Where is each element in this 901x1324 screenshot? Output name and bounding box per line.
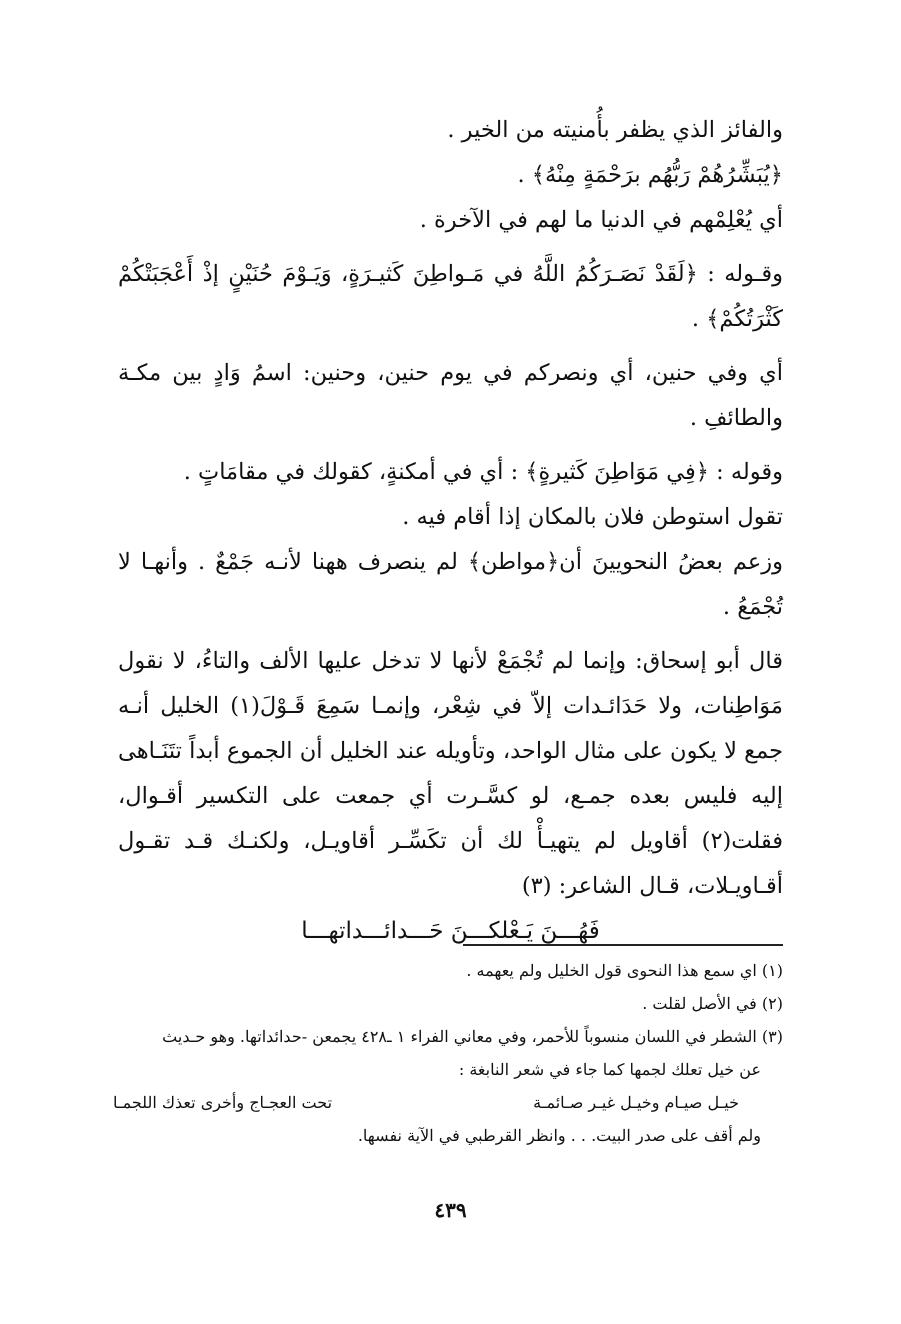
verse-second-hemistich: تحت العجـاج وأخرى تعذك اللجمـا	[113, 1093, 333, 1112]
footnote-verse	[113, 1086, 783, 1119]
paragraph-6: وقوله : ﴿فِي مَوَاطِنَ كَثيرةٍ﴾ : أي في أمكنةٍ، كقولك في مقامَاتٍ .	[183, 459, 783, 485]
paragraph-7: تقول استوطن فلان بالمكان إذا أقام فيه .	[402, 504, 783, 530]
paragraph-9: قال أبو إسحاق: وإنما لم تُجْمَعْ لأنها لا تدخل عليها الألف والتاءُ، لا نقول مَوَاطِنات، ولا حَدَائـدات إلاّ في شِعْر، وإنمـا سَمِعَ قَـوْلَ(١) الخليل أنـه جمع لا يكون على مثال الواحد، وتأويله عند الخليل أن الجموع أبداً تتَنَـاهى إليه فليس بعده جمـع، لو كسَّـرت أي جمعت على التكسير أقـوال، فقلت(٢) أقاويل لم يتهيـأْ لك أن تكَسِّـر أقاويـل، ولكنـك قـد تقـول أقـاويـلات، قـال الشاعر: (٣)	[118, 648, 783, 899]
paragraph-4: وقـوله : ﴿لَقَدْ نَصَـرَكُمُ اللَّهُ في مَـواطِنَ كَثيـرَةٍ، وَيَـوْمَ حُنَيْنٍ إذْ أَعْجَبَتْكُمْ كَثْرَتُكُمْ﴾ .	[118, 261, 783, 332]
paragraph-8: وزعم بعضُ النحويينَ أن﴿مواطن﴾ لم ينصرف ههنا لأنـه جَمْعٌ . وأنهـا لا تُجْمَعُ .	[118, 549, 783, 620]
paragraph-5: أي وفي حنين، أي ونصركم في يوم حنين، وحنين: اسمُ وَادٍ بين مكـة والطائفِ .	[118, 360, 783, 431]
poem-line: فَهُـــنَ يَـعْلكـــنَ حَـــدائـــداتهـــا	[301, 918, 600, 944]
footnotes	[113, 954, 783, 1152]
footnote-3-end: ولم أقف على صدر البيت. . . وانظر القرطبي في الآية نفسها.	[357, 1126, 761, 1145]
paragraph-3: أي يُعْلِمْهم في الدنيا ما لهم في الآخرة .	[419, 207, 783, 233]
footnote-divider	[463, 944, 783, 946]
main-text	[118, 108, 783, 954]
page-number: ٤٣٩	[434, 1198, 467, 1222]
footnote-2: (٢) في الأصل لقلت .	[642, 994, 783, 1013]
quran-verse-1: ﴿يُبَشِّرُهُمْ رَبُّهُم برَحْمَةٍ مِنْهُ﴾ .	[517, 162, 783, 188]
footnote-3: (٣) الشطر في اللسان منسوباً للأحمر، وفي معاني الفراء ١ ـ٤٢٨ يجمعن -حدائداتها. وهو حـديث	[162, 1027, 783, 1046]
footnote-1: (١) اي سمع هذا النحوى قول الخليل ولم يعهمه .	[466, 961, 783, 980]
footnote-3-continued: عن خيل تعلك لجمها كما جاء في شعر النابغة :	[458, 1060, 761, 1079]
verse-first-hemistich: خيـل صيـام وخيـل غيـر صـائمـة	[533, 1093, 739, 1112]
paragraph-1: والفائز الذي يظفر بأُمنيته من الخير .	[447, 117, 783, 143]
